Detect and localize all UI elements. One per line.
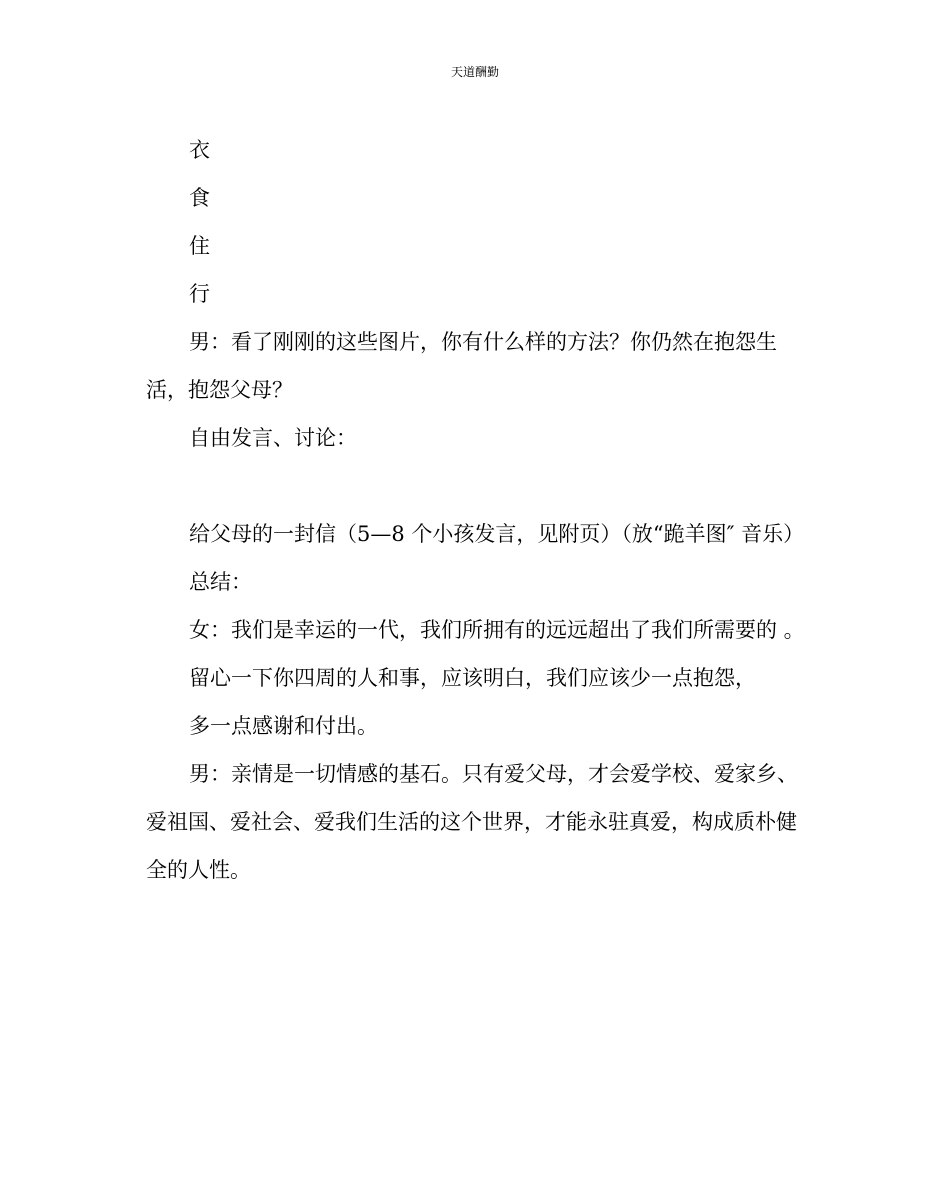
paragraph-female-lucky: 女：我们是幸运的一代，我们所拥有的远远超出了我们所需要的 。 — [189, 618, 805, 642]
paragraph-male-family-love: 男：亲情是一切情感的基石。只有爱父母，才会爱学校、爱家乡、爱祖国、爱社会、爱我们生活的这个世界，才能永驻真爱，构成质朴健全的人性。 — [146, 762, 798, 882]
paragraph-clothing: 衣 — [189, 138, 210, 162]
paragraph-gratitude: 多一点感谢和付出。 — [189, 714, 378, 738]
paragraph-summary-heading: 总结： — [189, 570, 252, 594]
paragraph-food: 食 — [189, 186, 210, 210]
blank-line — [146, 462, 806, 510]
paragraph-attention: 留心一下你四周的人和事，应该明白，我们应该少一点抱怨， — [189, 666, 756, 690]
paragraph-travel: 行 — [189, 282, 210, 306]
paragraph-housing: 住 — [189, 234, 210, 258]
paragraph-letter-to-parents: 给父母的一封信（5—8 个小孩发言，见附页）（放“跪羊图″ 音乐） — [189, 522, 805, 546]
page-header: 天道酬勤 — [450, 65, 499, 79]
document-body — [146, 126, 806, 894]
paragraph-free-discussion: 自由发言、讨论： — [189, 426, 357, 450]
paragraph-male-question: 男：看了刚刚的这些图片，你有什么样的方法？你仍然在抱怨生活，抱怨父母？ — [146, 330, 777, 402]
